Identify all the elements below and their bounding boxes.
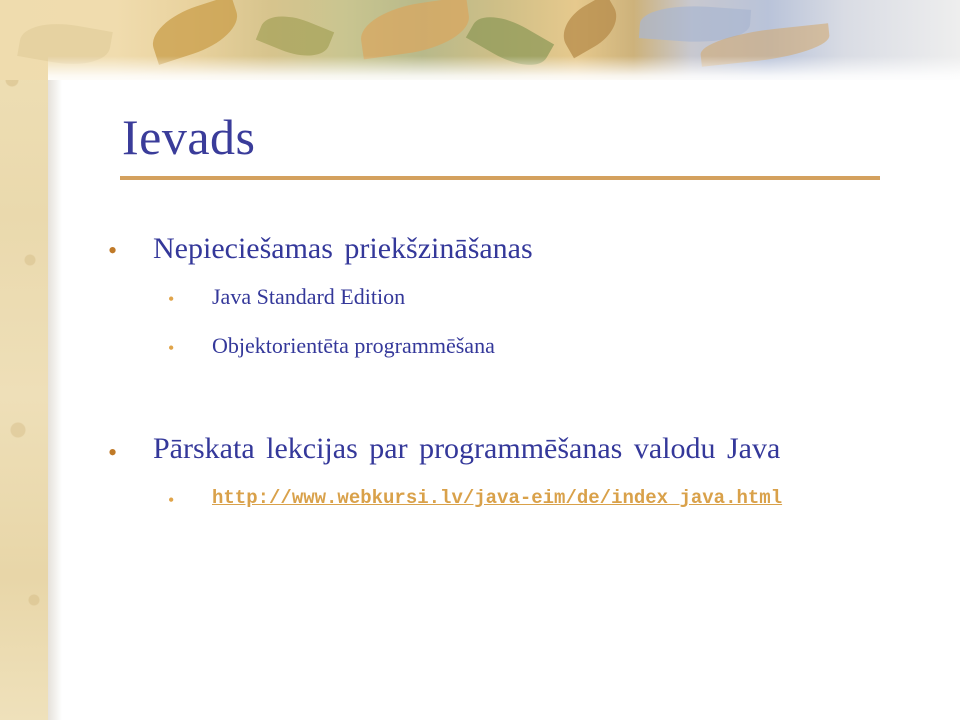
bullet-prerequisites: Nepieciešamas priekšzināšanas: [153, 232, 533, 265]
banner-fade: [48, 56, 960, 84]
subitem-oop: Objektorientēta programmēšana: [212, 333, 495, 358]
bullet-icon: •: [168, 289, 175, 309]
subitem-java-se: Java Standard Edition: [212, 284, 406, 309]
parchment-strip: [0, 0, 48, 720]
leaf-decoration: [357, 0, 473, 59]
bullet-icon: •: [108, 438, 118, 467]
title-underline: [120, 176, 880, 180]
bullet-icon: •: [168, 338, 175, 358]
bullet-icon: •: [168, 490, 175, 510]
content-shadow: [48, 80, 62, 720]
course-link[interactable]: http://www.webkursi.lv/java-eim/de/index_java.html: [212, 487, 783, 509]
slide-title: Ievads: [122, 109, 256, 165]
leaf-decoration: [554, 0, 626, 58]
bullet-review-lectures: Pārskata lekcijas par programmēšanas valodu Java: [153, 432, 781, 465]
bullet-icon: •: [108, 236, 118, 265]
